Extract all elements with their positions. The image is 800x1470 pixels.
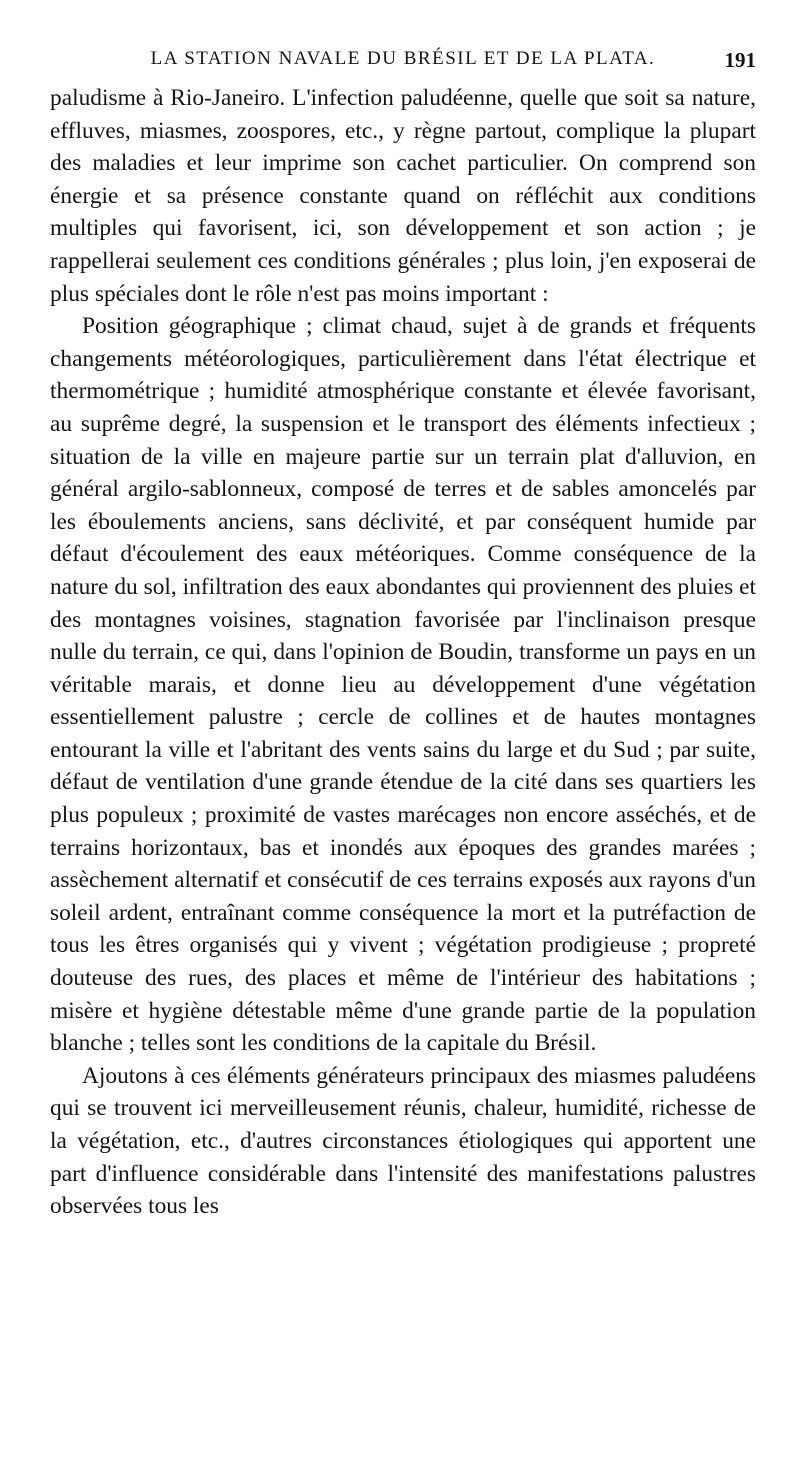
paragraph-2: Position géographique ; climat chaud, sujet à de grands et fréquents changements météorologiques, particulièrement dans l'état électrique et thermométrique ; humidité atmosphérique constante et élevée favorisant, au suprême degré, la suspension et le transport des éléments infectieux ; situation de la ville en majeure partie sur un terrain plat d'alluvion, en général argilo-sablonneux, composé de terres et de sables amoncelés par les éboulements anciens, sans déclivité, et par conséquent humide par défaut d'écoulement des eaux météoriques. Comme conséquence de la nature du sol, infiltration des eaux abondantes qui proviennent des pluies et des montagnes voisines, stagnation favorisée par l'inclinaison presque nulle du terrain, ce qui, dans l'opinion de Boudin, transforme un pays en un véritable marais, et donne lieu au développement d'une végétation essentiellement palustre ; cercle de collines et de hautes montagnes entourant la ville et l'abritant des vents sains du large et du Sud ; par suite, défaut de ventilation d'une grande étendue de la cité dans ses quartiers les plus populeux ; proximité de vastes marécages non encore asséchés, et de terrains horizontaux, bas et inondés aux époques des grandes marées ; assèchement alternatif et consécutif de ces terrains exposés aux rayons d'un soleil ardent, entraînant comme conséquence la mort et la putréfaction de tous les êtres organisés qui y vivent ; végétation prodigieuse ; propreté douteuse des rues, des places et même de l'intérieur des habitations ; misère et hygiène détestable même d'une grande partie de la population blanche ; telles sont les conditions de la capitale du Brésil.	[50, 313, 756, 1057]
page-header	[50, 48, 756, 82]
paragraph-1: paludisme à Rio-Janeiro. L'infection paludéenne, quelle que soit sa nature, effluves, miasmes, zoospores, etc., y règne partout, complique la plupart des maladies et leur imprime son cachet particulier. On comprend son énergie et sa présence constante quand on réfléchit aux conditions multiples qui favorisent, ici, son développement et son action ; je rappellerai seulement ces conditions générales ; plus loin, j'en exposerai de plus spéciales dont le rôle n'est pas moins important :	[50, 85, 756, 307]
page-number: 191	[724, 48, 756, 72]
paragraph-3: Ajoutons à ces éléments générateurs principaux des miasmes paludéens qui se trouvent ici merveilleusement réunis, chaleur, humidité, richesse de la végétation, etc., d'autres circonstances étiologiques qui apportent une part d'influence considérable dans l'intensité des manifestations palustres observées tous les	[50, 1062, 756, 1220]
body-text	[50, 82, 756, 1223]
running-title: LA STATION NAVALE DU BRÉSIL ET DE LA PLATA.	[150, 48, 656, 69]
book-page	[50, 48, 756, 1223]
